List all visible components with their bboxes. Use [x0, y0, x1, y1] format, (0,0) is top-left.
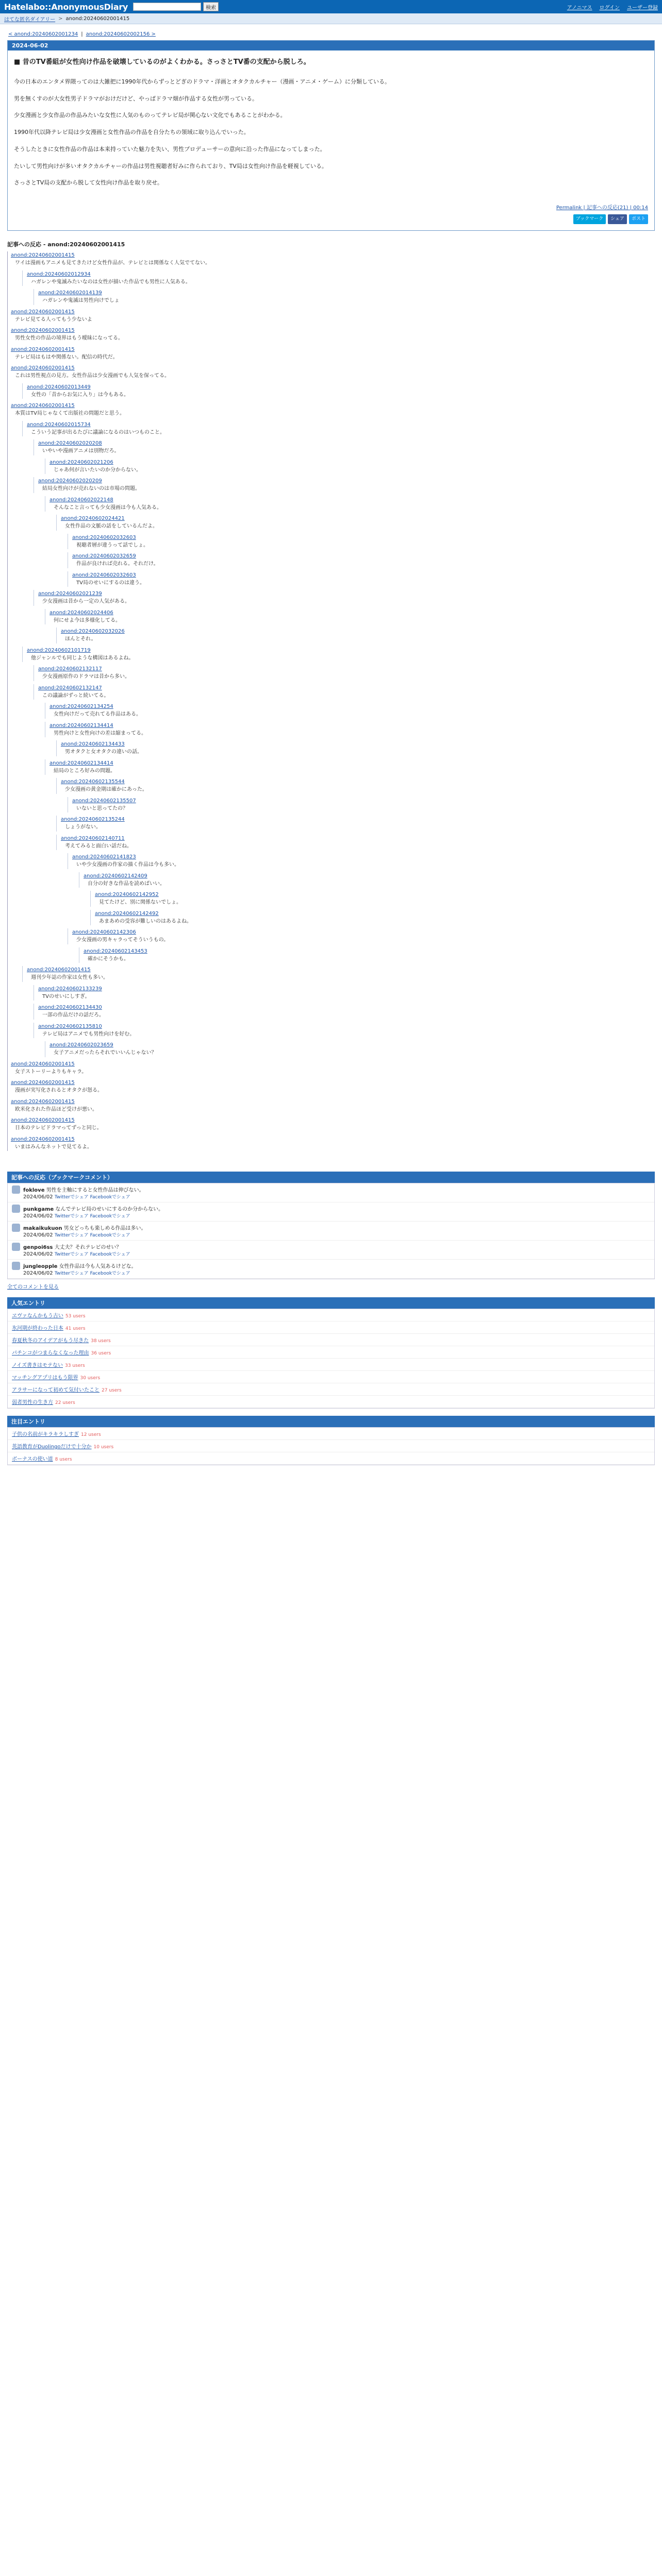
- reply-node: [56, 816, 655, 832]
- list-item: [8, 1371, 654, 1383]
- bookmark-comments-list: [7, 1183, 655, 1279]
- list-item: [8, 1383, 654, 1396]
- bookmark-user[interactable]: genpoi6ss: [23, 1245, 53, 1251]
- reply-text: ハガレンや鬼滅は男性向けでしょ: [42, 298, 120, 304]
- list-item-link[interactable]: 子供の名前がキラキラしすぎ: [12, 1432, 79, 1438]
- popular-list: [7, 1309, 655, 1409]
- reply-text: いやいや漫画アニメは別物だろ。: [42, 448, 120, 454]
- reply-node: [79, 947, 655, 963]
- reply-node: [34, 1023, 655, 1039]
- bookmark-text: 男性を主軸にすると女性作品は伸びない。: [46, 1188, 144, 1194]
- reply-node: [11, 364, 655, 380]
- reply-text: 女子アニメだったらそれでいいんじゃない？: [54, 1050, 157, 1056]
- reply-link[interactable]: anond:20240602134254: [49, 704, 113, 710]
- reply-text: 少女漫画の男キャラってそういうもの。: [76, 937, 169, 943]
- user-count-badge: 33 users: [65, 1363, 85, 1369]
- reply-node: [68, 552, 655, 568]
- reply-text: 視聴者層が違うって話でしょ。: [76, 542, 148, 548]
- reply-link[interactable]: anond:20240602022148: [49, 497, 113, 503]
- reply-node: [68, 853, 655, 869]
- reply-text: 結局のところ好みの問題。: [54, 768, 115, 774]
- reply-node: [45, 703, 655, 719]
- reply-link[interactable]: anond:20240602001415: [27, 967, 91, 973]
- reply-link[interactable]: anond:20240602141823: [72, 854, 136, 860]
- reply-node: [11, 346, 655, 362]
- bookmark-text: なんでテレビ局のせいにするのか分からない。: [55, 1207, 164, 1213]
- list-item-link[interactable]: 氷河期が終わった日本: [12, 1326, 63, 1332]
- reply-text: この議論がずっと続いてる。: [42, 692, 109, 699]
- reply-text: 女性作品の文脈の話をしているんだよ。: [65, 523, 158, 530]
- reply-text: 見てたけど、別に関係ないでしょ。: [99, 900, 181, 906]
- entry-paragraph: 1990年代以降テレビ局は少女漫画と女性作品の作品を自分たちの領域に取り込んでいった。: [14, 129, 250, 136]
- reply-text: こういう記事が出るたびに議論になるのはいつものこと。: [31, 429, 165, 435]
- reply-link[interactable]: anond:20240602032659: [72, 553, 136, 560]
- reply-text: ハガレンや鬼滅みたいなのは女性が描いた作品でも男性に人気ある。: [31, 279, 191, 285]
- list-item-link[interactable]: 春夏秋冬のアイデアがもう尽きた: [12, 1338, 89, 1344]
- reply-node: [34, 665, 655, 681]
- reply-node: [45, 759, 655, 775]
- reply-link[interactable]: anond:20240602140711: [61, 835, 125, 841]
- bookmark-user[interactable]: punkgame: [23, 1207, 54, 1213]
- bookmark-comment: [8, 1241, 654, 1260]
- reply-text: 女性の「昔からお気に入り」は今もある。: [31, 392, 129, 398]
- reply-link[interactable]: anond:20240602001415: [11, 1080, 75, 1086]
- header-link-login[interactable]: ログイン: [599, 5, 620, 11]
- reply-link[interactable]: anond:20240602021206: [49, 459, 113, 465]
- reply-node: [34, 439, 655, 455]
- bookmark-comment: [8, 1222, 654, 1241]
- reply-node: [11, 1116, 655, 1132]
- permalink-link[interactable]: Permalink | 記事への反応(21) | 00:14: [556, 205, 648, 211]
- entry-paragraph: 男を無くすのが大女性男子ドラマがおけだけど、やっぱドラマ畑が作品する女性が男っている。: [14, 95, 258, 102]
- reply-text: 一部の作品だけの話だろ。: [42, 1012, 104, 1019]
- user-count-badge: 10 users: [93, 1445, 114, 1450]
- list-item: [8, 1428, 654, 1440]
- bookmark-text: 男女どっちも楽しめる作品は多い。: [63, 1226, 146, 1232]
- reply-node: [68, 928, 655, 944]
- reply-link[interactable]: anond:20240602023659: [49, 1042, 113, 1048]
- reply-node: [22, 421, 655, 437]
- reply-link[interactable]: anond:20240602142409: [84, 873, 147, 879]
- reply-node: [90, 910, 655, 926]
- entry-date: 2024-06-02: [8, 41, 654, 50]
- reply-node: [11, 1098, 655, 1114]
- reply-link[interactable]: anond:20240602012934: [27, 271, 91, 277]
- reply-node: [45, 609, 655, 625]
- reply-link[interactable]: anond:20240602135244: [61, 817, 125, 823]
- reply-link[interactable]: anond:20240602001415: [11, 346, 75, 352]
- entry-footer: [14, 204, 648, 212]
- bookmark-user[interactable]: makaikukuon: [23, 1226, 62, 1232]
- search-button[interactable]: 検索: [203, 2, 219, 11]
- list-item-link[interactable]: ノイズ書きはモテない: [12, 1363, 63, 1369]
- reply-link[interactable]: anond:20240602001415: [11, 328, 75, 334]
- facebook-share-button[interactable]: シェア: [608, 214, 627, 224]
- entry-paragraph: そうしたときに女性作品の作品は本来持っていた魅力を失い、男性プロデューサーの意向に沿った作品になってしまった。: [14, 145, 326, 152]
- bookmark-comment-body: [23, 1224, 146, 1238]
- user-count-badge: 22 users: [55, 1400, 75, 1406]
- bookmark-date: 2024/06/02: [23, 1232, 53, 1239]
- more-comments-link[interactable]: 全てのコメントを見る: [7, 1284, 59, 1291]
- bookmark-comment-body: [23, 1262, 137, 1276]
- bookmark-comment-body: [23, 1243, 130, 1257]
- bookmark-comment: [8, 1202, 654, 1222]
- reply-text: TVのせいにしすぎ。: [42, 993, 90, 999]
- reply-text: しょうがない。: [65, 824, 101, 831]
- reply-text: 女性向けだって売れてる作品はある。: [54, 711, 141, 718]
- reply-node: [34, 1004, 655, 1020]
- bookmark-share-button[interactable]: ブックマーク: [573, 214, 606, 224]
- reply-node: [11, 251, 655, 267]
- reply-text: 少女漫画の黄金期は確かにあった。: [65, 787, 147, 793]
- reply-text: そんなこと言っても少女漫画は今も人気ある。: [54, 504, 162, 511]
- reply-text: 漫画が実写化されるとオタクが怒る。: [15, 1088, 103, 1094]
- breadcrumb-current: anond:20240602001415: [65, 15, 130, 22]
- reply-text: 何にせよ今は多様化してる。: [54, 617, 121, 623]
- entry-paragraph: たいして男性向けが多いオタクカルチャーの作品は男性視聴者好みに作られており、TV局は女性向け作品を軽視している。: [14, 162, 327, 170]
- reply-link[interactable]: anond:20240602014139: [38, 290, 102, 296]
- breadcrumb-separator: >: [58, 15, 63, 22]
- reply-link[interactable]: anond:20240602132147: [38, 685, 102, 691]
- reply-node: [22, 270, 655, 286]
- entry-paragraph: 今の日本のエンタメ界隈ってのは大雑把に1990年代からずっとどぎのドラマ・洋画とオタクカルチャー（漫画・アニメ・ゲーム）に分類している。: [14, 78, 391, 86]
- reply-text: あまあめの受容が難しいのはあるよね。: [99, 918, 192, 924]
- bookmark-user[interactable]: foklove: [23, 1188, 45, 1194]
- reply-link[interactable]: anond:20240602001415: [11, 1117, 75, 1124]
- list-item-link[interactable]: パチンコがつまらなくなった理由: [12, 1350, 89, 1357]
- user-count-badge: 8 users: [55, 1457, 72, 1463]
- reply-text: 他ジャンルでも同じような構図はあるよね。: [31, 655, 134, 661]
- reply-text: じゃあ何が言いたいのか分からない。: [54, 467, 141, 473]
- reply-link[interactable]: anond:20240602001415: [11, 403, 75, 409]
- reply-text: これは男性視点の見方。女性作品は少女漫画でも人気を保ってる。: [15, 373, 170, 379]
- list-item-link[interactable]: 英語教育がDuolingoだけで十分か: [12, 1444, 92, 1450]
- reply-text: 欧米化された作品ほど受けが悪い。: [15, 1106, 97, 1112]
- reply-node: [11, 1060, 655, 1076]
- list-item: [8, 1334, 654, 1346]
- reply-link[interactable]: anond:20240602001415: [11, 1136, 75, 1142]
- reply-link[interactable]: anond:20240602133239: [38, 986, 102, 992]
- pager: [0, 24, 662, 40]
- more-comments: [7, 1282, 655, 1290]
- reply-link[interactable]: anond:20240602135544: [61, 779, 125, 785]
- bookmark-comment-body: [23, 1185, 144, 1200]
- share-bar: [14, 214, 648, 224]
- site-logo[interactable]: Hatelabo::AnonymousDiary: [4, 2, 128, 12]
- reply-node: [11, 327, 655, 343]
- reply-text: いまはみんなネットで見てるよ。: [15, 1144, 92, 1150]
- header-link-register[interactable]: ユーザー登録: [627, 5, 658, 11]
- list-item: [8, 1321, 654, 1334]
- reply-link[interactable]: anond:20240602001415: [11, 309, 75, 315]
- bookmark-text: 大丈夫？それテレビのせい？: [54, 1245, 122, 1251]
- user-count-badge: 30 users: [80, 1376, 101, 1381]
- reply-text: 少女漫画原作のドラマは昔から多い。: [42, 674, 130, 680]
- reply-node: [34, 590, 655, 606]
- reply-node: [11, 308, 655, 324]
- list-item-link[interactable]: 弱者男性の生き方: [12, 1400, 53, 1406]
- bookmark-share-links[interactable]: Twitterでシェア Facebookでシェア: [54, 1195, 130, 1200]
- reply-node: [56, 835, 655, 851]
- reply-node: [68, 797, 655, 813]
- search-input[interactable]: [133, 3, 201, 11]
- reply-node: [56, 778, 655, 794]
- reply-text: 考えてみると面白い話だね。: [65, 843, 132, 849]
- reply-node: [56, 740, 655, 756]
- list-item-link[interactable]: アラサーになって初めて気付いたこと: [12, 1387, 100, 1394]
- bookmark-comments-heading: 記事への反応（ブックマークコメント）: [7, 1172, 655, 1183]
- post-share-button[interactable]: ポスト: [629, 214, 648, 224]
- bookmark-date: 2024/06/02: [23, 1270, 53, 1277]
- reply-text: いないと思ってたの？: [76, 805, 128, 811]
- reply-text: 結局女性向けが売れないのは市場の問題。: [42, 486, 140, 492]
- reply-node: [34, 684, 655, 700]
- list-item: [8, 1359, 654, 1371]
- reply-text: 本質はTV局じゃなくて出版社の問題だと思う。: [15, 411, 125, 417]
- reply-text: 確かにそうかも。: [88, 956, 129, 962]
- bookmark-share-links[interactable]: Twitterでシェア Facebookでシェア: [54, 1214, 130, 1219]
- reply-text: 男性向けと女性向けの差は縮まってる。: [54, 730, 146, 736]
- reply-text: テレビ見てる人ってもう少ないよ: [15, 316, 92, 323]
- user-count-badge: 38 users: [91, 1338, 111, 1344]
- reply-link[interactable]: anond:20240602032603: [72, 534, 136, 540]
- reply-node: [90, 891, 655, 907]
- hot-list: [7, 1427, 655, 1465]
- reply-link[interactable]: anond:20240602001415: [11, 365, 75, 371]
- reply-text: テレビ局はもはや関係ない。配信の時代だ。: [15, 354, 118, 360]
- reply-link[interactable]: anond:20240602024406: [49, 609, 113, 616]
- bookmark-share-links[interactable]: Twitterでシェア Facebookでシェア: [54, 1252, 130, 1258]
- entry-body: [8, 50, 654, 230]
- list-item: [8, 1346, 654, 1359]
- reply-text: 男オタクと女オタクの違いの話。: [65, 749, 142, 755]
- user-count-badge: 27 users: [102, 1388, 122, 1394]
- user-count-badge: 53 users: [65, 1314, 86, 1319]
- reply-link[interactable]: anond:20240602142306: [72, 929, 136, 936]
- reply-link[interactable]: anond:20240602020208: [38, 440, 102, 447]
- reply-link[interactable]: anond:20240602032603: [72, 572, 136, 578]
- reply-link[interactable]: anond:20240602001415: [11, 252, 75, 259]
- reply-node: [68, 534, 655, 550]
- list-item-link[interactable]: マッチングアプリはもう限界: [12, 1375, 78, 1381]
- reply-link[interactable]: anond:20240602101719: [27, 647, 91, 653]
- reply-text: いや少女漫画の作家の描く作品は今も多い。: [76, 862, 179, 868]
- reply-text: テレビ局はアニメでも男性向けを好む。: [42, 1031, 135, 1037]
- reply-text: TV局のせいにするのは違う。: [76, 580, 145, 586]
- reply-node: [79, 872, 655, 888]
- breadcrumb-home[interactable]: はてな匿名ダイアリー: [4, 16, 56, 23]
- reply-node: [45, 459, 655, 474]
- bookmark-comment: [8, 1183, 654, 1202]
- reply-node: [11, 1079, 655, 1095]
- avatar[interactable]: [12, 1205, 20, 1213]
- reply-text: 女子ストーリーよりもキャラ。: [15, 1069, 87, 1075]
- reply-node: [56, 628, 655, 643]
- list-item: [8, 1452, 654, 1465]
- avatar[interactable]: [12, 1185, 20, 1194]
- reply-text: 男性女性の作品の境界はもう曖昧になってる。: [15, 335, 123, 342]
- avatar[interactable]: [12, 1262, 20, 1270]
- reply-link[interactable]: anond:20240602135810: [38, 1023, 102, 1029]
- header-link-anonymous[interactable]: アノニマス: [567, 5, 592, 11]
- breadcrumb: [0, 13, 662, 24]
- reply-text: 週刊少年誌の作家は女性も多い。: [31, 975, 108, 981]
- site-header: [0, 0, 662, 13]
- reply-node: [34, 289, 655, 305]
- avatar[interactable]: [12, 1224, 20, 1232]
- user-count-badge: 12 users: [81, 1432, 101, 1438]
- popular-heading: 人気エントリ: [7, 1297, 655, 1309]
- reply-link[interactable]: anond:20240602001415: [11, 1061, 75, 1067]
- list-item-link[interactable]: ボーナスの使い道: [12, 1456, 53, 1463]
- reply-link[interactable]: anond:20240602134430: [38, 1005, 102, 1011]
- pager-separator: |: [81, 31, 83, 37]
- reply-node: [45, 1041, 655, 1057]
- reply-link[interactable]: anond:20240602021239: [38, 591, 102, 597]
- reply-text: ほんとそれ。: [65, 636, 96, 642]
- reply-node: [22, 383, 655, 399]
- reply-link[interactable]: anond:20240602001415: [11, 1098, 75, 1105]
- reply-node: [56, 515, 655, 531]
- reply-node: [68, 571, 655, 587]
- bookmark-share-links[interactable]: Twitterでシェア Facebookでシェア: [54, 1233, 130, 1239]
- reply-link[interactable]: anond:20240602142492: [95, 910, 159, 917]
- reply-link[interactable]: anond:20240602132117: [38, 666, 102, 672]
- reply-node: [22, 966, 655, 982]
- reply-text: ワイは漫画もアニメも見てきたけど女性作品が、テレビとは関係なく人気でてない。: [15, 260, 210, 266]
- reply-link[interactable]: anond:20240602134414: [49, 760, 113, 766]
- reply-node: [11, 1136, 655, 1151]
- list-item: [8, 1440, 654, 1452]
- list-item-link[interactable]: ヱヴァなんかもう古い: [12, 1313, 63, 1319]
- reply-tree-heading: 記事への反応 - anond:20240602001415: [7, 241, 125, 248]
- reply-text: 作品が良ければ売れる。それだけ。: [76, 561, 159, 567]
- bookmark-date: 2024/06/02: [23, 1194, 53, 1200]
- bookmark-text: 女性作品は今も人気あるけどな。: [59, 1264, 137, 1270]
- bookmark-date: 2024/06/02: [23, 1213, 53, 1219]
- reply-node: [22, 647, 655, 663]
- entry-paragraph: 少女漫画と少女作品の作品みたいな女性に人気のものってテレビ局が関心ない文化でもあることがわかる。: [14, 112, 286, 119]
- reply-node: [45, 722, 655, 738]
- reply-text: 日本のテレビドラマってずっと同じ。: [15, 1125, 102, 1131]
- entry-paragraph: さっさとTV局の支配から脱して女性向け作品を取り戻せ。: [14, 179, 163, 187]
- bookmark-comment-body: [23, 1205, 163, 1219]
- reply-link[interactable]: anond:20240602143453: [84, 948, 147, 954]
- reply-node: [11, 402, 655, 418]
- entry-title[interactable]: ■ 昔のTV番組が女性向け作品を破壊しているのがよくわかる。さっさとTV番の支配から脱しろ。: [14, 58, 310, 66]
- reply-link[interactable]: anond:20240602032026: [61, 629, 125, 635]
- avatar[interactable]: [12, 1243, 20, 1251]
- reply-link[interactable]: anond:20240602013449: [27, 384, 91, 390]
- bookmark-comment: [8, 1260, 654, 1279]
- user-count-badge: 41 users: [65, 1326, 86, 1332]
- reply-node: [34, 477, 655, 493]
- hot-heading: 注目エントリ: [7, 1416, 655, 1427]
- reply-text: 自分の好きな作品を読めばいい。: [88, 880, 165, 887]
- bookmark-date: 2024/06/02: [23, 1251, 53, 1258]
- list-item: [8, 1309, 654, 1321]
- next-entry-link[interactable]: anond:20240602002156 >: [86, 31, 156, 37]
- reply-node: [45, 496, 655, 512]
- reply-link[interactable]: anond:20240602134433: [61, 741, 125, 748]
- list-item: [8, 1396, 654, 1408]
- reply-link[interactable]: anond:20240602024421: [61, 516, 125, 522]
- reply-link[interactable]: anond:20240602020209: [38, 478, 102, 484]
- prev-entry-link[interactable]: < anond:20240602001234: [8, 31, 78, 37]
- reply-link[interactable]: anond:20240602134414: [49, 722, 113, 728]
- bookmark-share-links[interactable]: Twitterでシェア Facebookでシェア: [54, 1271, 130, 1277]
- reply-link[interactable]: anond:20240602135507: [72, 798, 136, 804]
- reply-text: 少女漫画は昔から一定の人気がある。: [42, 599, 130, 605]
- reply-node: [34, 985, 655, 1001]
- bookmark-user[interactable]: jungleopple: [23, 1264, 58, 1270]
- reply-link[interactable]: anond:20240602142952: [95, 892, 159, 898]
- entry-article: [7, 40, 655, 231]
- user-count-badge: 36 users: [91, 1351, 111, 1357]
- header-links: [567, 3, 658, 11]
- reply-link[interactable]: anond:20240602015734: [27, 421, 91, 428]
- reply-tree: [7, 251, 655, 1151]
